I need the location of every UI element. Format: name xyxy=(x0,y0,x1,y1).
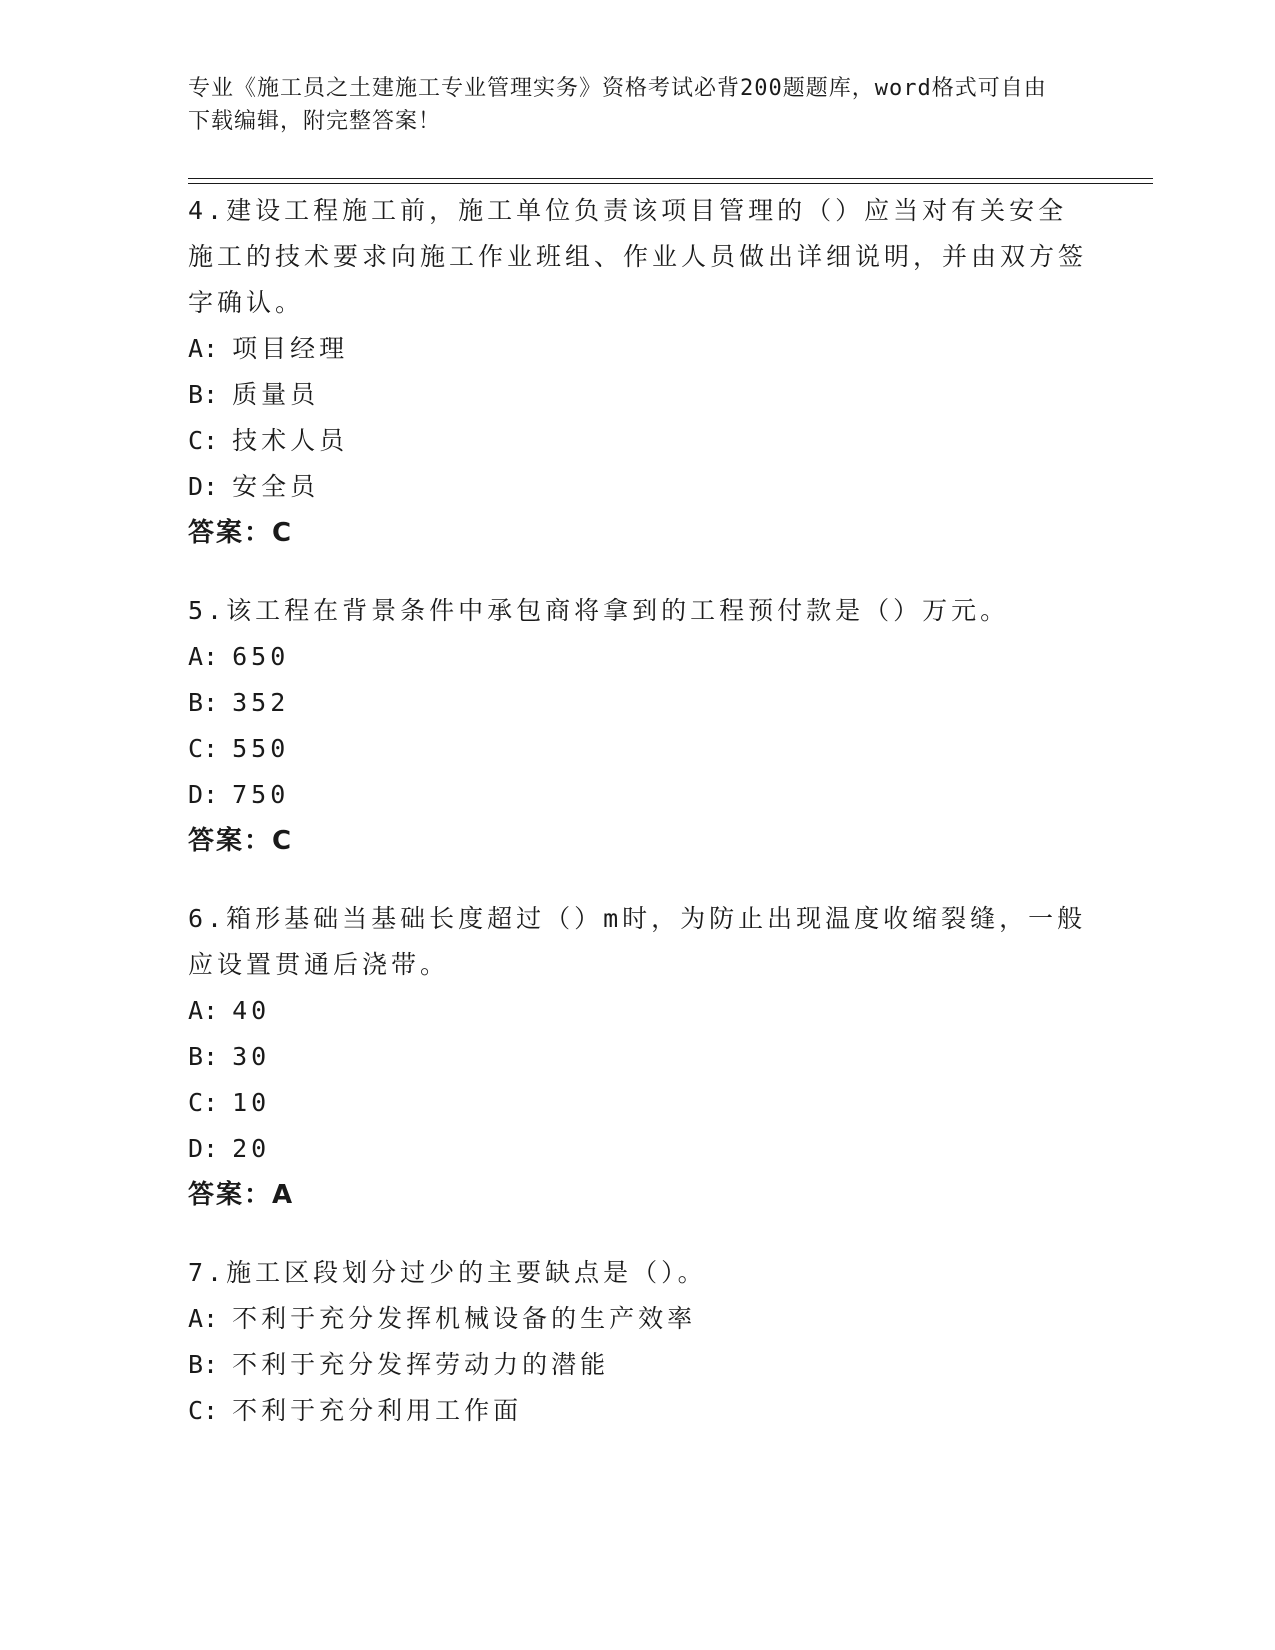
option-text: 650 xyxy=(232,642,290,671)
option-text: 项目经理 xyxy=(232,334,349,363)
option-key: D: xyxy=(188,472,219,501)
option-b xyxy=(188,372,1088,418)
option-c xyxy=(188,418,1088,464)
option-key: C: xyxy=(188,1088,219,1117)
option-key: A: xyxy=(188,1304,219,1333)
question-text: 5.该工程在背景条件中承包商将拿到的工程预付款是（）万元。 xyxy=(188,596,1010,625)
option-text: 不利于充分发挥劳动力的潜能 xyxy=(232,1350,610,1379)
option-text: 30 xyxy=(232,1042,271,1071)
question-text: 4.建设工程施工前，施工单位负责该项目管理的（）应当对有关安全施工的技术要求向施工作业班组、作业人员做出详细说明，并由双方签字确认。 xyxy=(188,196,1088,317)
header-rule-top xyxy=(188,178,1153,179)
header-rule-bottom xyxy=(188,183,1153,184)
option-b xyxy=(188,1034,1088,1080)
option-a xyxy=(188,634,1088,680)
option-b xyxy=(188,1342,1088,1388)
option-key: D: xyxy=(188,1134,219,1163)
option-d xyxy=(188,464,1088,510)
option-key: A: xyxy=(188,334,219,363)
option-key: D: xyxy=(188,780,219,809)
option-key: B: xyxy=(188,380,219,409)
option-c xyxy=(188,1080,1088,1126)
option-key: B: xyxy=(188,688,219,717)
option-a xyxy=(188,326,1088,372)
answer: 答案：C xyxy=(188,518,294,548)
answer: 答案：C xyxy=(188,826,294,856)
option-text: 550 xyxy=(232,734,290,763)
option-key: C: xyxy=(188,1396,219,1425)
option-key: B: xyxy=(188,1042,219,1071)
option-b xyxy=(188,680,1088,726)
question-4 xyxy=(188,188,1088,556)
question-7 xyxy=(188,1250,1088,1434)
option-d xyxy=(188,1126,1088,1172)
question-6 xyxy=(188,896,1088,1218)
question-list xyxy=(188,188,1088,1466)
option-text: 技术人员 xyxy=(232,426,349,455)
option-d xyxy=(188,772,1088,818)
option-c xyxy=(188,726,1088,772)
option-a xyxy=(188,1296,1088,1342)
question-5 xyxy=(188,588,1088,864)
option-c xyxy=(188,1388,1088,1434)
option-text: 20 xyxy=(232,1134,271,1163)
option-key: C: xyxy=(188,426,219,455)
option-text: 10 xyxy=(232,1088,271,1117)
option-key: B: xyxy=(188,1350,219,1379)
option-text: 质量员 xyxy=(232,380,320,409)
option-text: 安全员 xyxy=(232,472,320,501)
option-key: C: xyxy=(188,734,219,763)
option-a xyxy=(188,988,1088,1034)
option-text: 352 xyxy=(232,688,290,717)
option-text: 750 xyxy=(232,780,290,809)
option-key: A: xyxy=(188,642,219,671)
option-text: 不利于充分利用工作面 xyxy=(232,1396,523,1425)
option-key: A: xyxy=(188,996,219,1025)
question-text: 6.箱形基础当基础长度超过（）m时，为防止出现温度收缩裂缝，一般应设置贯通后浇带。 xyxy=(188,904,1087,979)
answer: 答案：A xyxy=(188,1180,295,1210)
document-header: 专业《施工员之土建施工专业管理实务》资格考试必背200题题库，word格式可自由下载编辑，附完整答案！ xyxy=(188,76,1047,134)
question-text: 7.施工区段划分过少的主要缺点是（）。 xyxy=(188,1258,707,1287)
option-text: 40 xyxy=(232,996,271,1025)
option-text: 不利于充分发挥机械设备的生产效率 xyxy=(232,1304,697,1333)
